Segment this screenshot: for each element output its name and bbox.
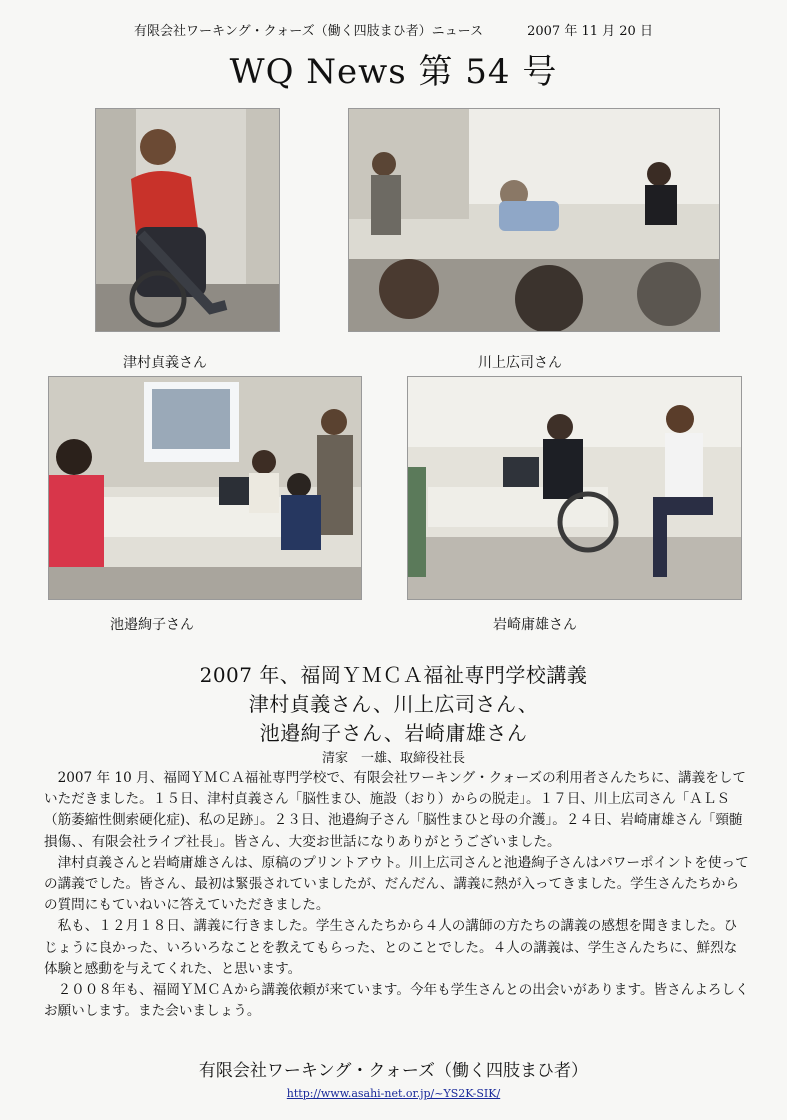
photo-ikenabe-image [49, 377, 361, 599]
caption-tsumura: 津村貞義さん [123, 355, 207, 371]
newsletter-header [0, 20, 787, 39]
photo-iwasaki-image [408, 377, 741, 599]
photo-tsumura-image [96, 109, 279, 331]
footer-url [0, 1087, 787, 1100]
header-org: 有限会社ワーキング・クォーズ（働く四肢まひ者）ニュース [134, 24, 483, 39]
photo-ikenabe [48, 376, 362, 600]
article-paragraph-1: 2007 年 10 月、福岡ＹＭＣＡ福祉専門学校で、有限会社ワーキング・クォーズの利用者さんたちに、講義をしていただきました。１５日、津村貞義さん「脳性まひ、施設（おり）からの脱走」。１７日、川上広司さん「ＡＬＳ（筋萎縮性側索硬化症)、私の足跡」。２３日、池邉絢子さん「脳性まひと母の介護」。２４日、岩崎庸雄さん「頸髄損傷、、有限会社ライブ社長」。皆さん、大変お世話になりありがとうございました。 [44, 770, 746, 850]
article-author: 清家 一雄、取締役社長 [321, 751, 465, 766]
article-paragraph-4: ２００８年も、福岡ＹＭＣＡから講義依頼が来ています。今年も学生さんとの出会いがあります。皆さんよろしくお願いします。また会いましょう。 [44, 982, 749, 1020]
caption-ikenabe: 池邉絢子さん [110, 617, 194, 633]
article-body [44, 768, 749, 1022]
caption-kawakami: 川上広司さん [478, 355, 562, 371]
photo-kawakami [348, 108, 720, 332]
footer-url-link[interactable]: http://www.asahi-net.or.jp/~YS2K-SIK/ [286, 1087, 501, 1100]
article-headline-line-1: 2007 年、福岡ＹＭＣＡ福祉専門学校講義 [199, 663, 588, 687]
newsletter-title: WQ News 第 54 号 [229, 52, 558, 92]
article-headline-line-2: 津村貞義さん、川上広司さん、 [248, 692, 539, 716]
photo-iwasaki [407, 376, 742, 600]
caption-iwasaki: 岩崎庸雄さん [493, 617, 577, 633]
photo-tsumura [95, 108, 280, 332]
photo-kawakami-image [349, 109, 719, 331]
footer-org: 有限会社ワーキング・クォーズ（働く四肢まひ者） [198, 1061, 589, 1081]
article-paragraph-3: 私も、１２月１８日、講義に行きました。学生さんたちから４人の講師の方たちの講義の感想を聞きました。ひじょうに良かった、いろいろなことを教えてもらった、とのことでした。４人の講義は、学生さんたちに、鮮烈な体験と感動を与えてくれた、と思います。 [44, 918, 738, 977]
article-headline-line-3: 池邉絢子さん、岩崎庸雄さん [259, 721, 528, 745]
header-date: 2007 年 11 月 20 日 [527, 24, 653, 39]
article-paragraph-2: 津村貞義さんと岩崎庸雄さんは、原稿のプリントアウト。川上広司さんと池邉絢子さんはパワーポイントを使っての講義でした。皆さん、最初は緊張されていましたが、だんだん、講義に熱が入ってきました。学生さんたちからの質問にもていねいに答えていただきました。 [44, 854, 749, 914]
